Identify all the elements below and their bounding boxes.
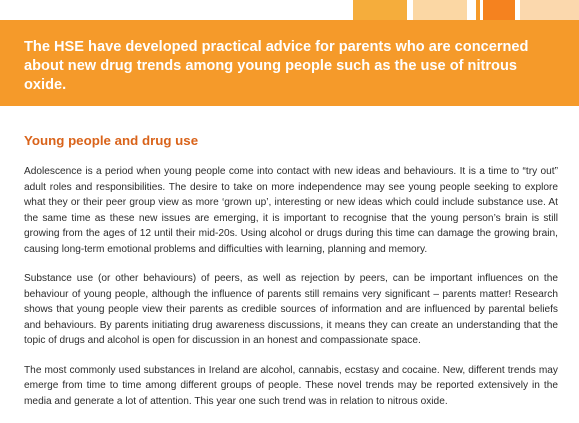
paragraph: Adolescence is a period when young people come into contact with new ideas and behaviours. It is a time to “try out” adult roles and responsibilities. The desire to take on more independence may see young people seeking to explore what they or their peer group view as more ‘grown up’, interesting or new ideas which could include substance use. At the same time as these new issues are emerging, it is important to recognise that the young person’s brain is still growing from the ages of 12 until their mid-20s. Using alcohol or drugs during this time can damage the growing brain, causing long-term emotional problems and difficulties with learning, planning and memory. (24, 166, 558, 255)
decorative-block (483, 0, 515, 20)
paragraph: Substance use (or other behaviours) of peers, as well as rejection by peers, can be important influences on the behaviour of young people, although the influence of parents still remains very significant – parents matter! Research shows that young people view their parents as credible sources of information and are influenced by parental beliefs and behaviours. By parents initiating drug awareness discussions, it means they can create an understanding that the topic of drugs and alcohol is open for discussion in an honest and compassionate space. (24, 273, 558, 346)
banner-text: The HSE have developed practical advice for parents who are concerned about new drug trends among young people such as the use of nitrous oxide. (24, 39, 529, 93)
article-body (24, 164, 558, 423)
decorative-block (476, 0, 480, 20)
paragraph: The most commonly used substances in Ireland are alcohol, cannabis, ecstasy and cocaine. New, different trends may emerge from time to time among different groups of people. These novel trends may be reported extensively in the media and generate a lot of attention. This year one such trend was in relation to nitrous oxide. (24, 364, 558, 407)
decorative-block (520, 0, 579, 20)
section-title: Young people and drug use (24, 133, 199, 148)
intro-banner (0, 20, 579, 106)
decorative-block (353, 0, 407, 20)
top-decoration-bar (0, 0, 579, 20)
decorative-block (413, 0, 467, 20)
